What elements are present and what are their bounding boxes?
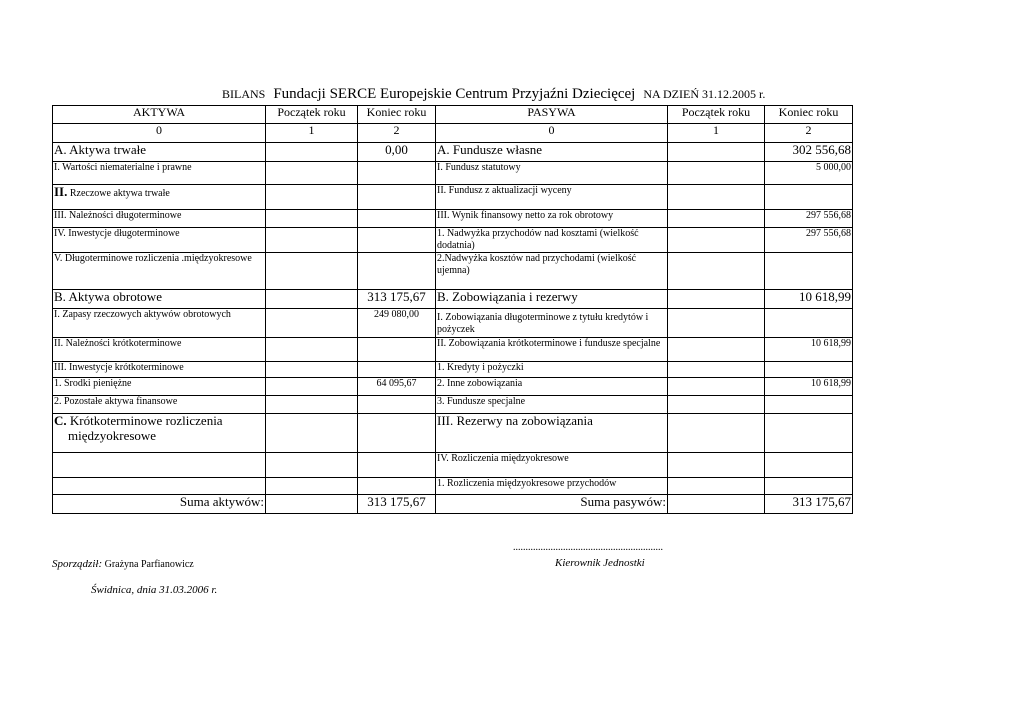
label-rozliczenia-przychodow: 1. Rozliczenia międzyokresowe przychodów xyxy=(436,478,668,495)
col-number: 2 xyxy=(765,124,853,143)
title-main: Fundacji SERCE Europejskie Centrum Przyjaźni Dziecięcej xyxy=(273,86,636,102)
label-rozliczenia-dlugo: V. Długoterminowe rozliczenia .międzyokresowe xyxy=(53,253,266,290)
label-rozliczenia-krotko-l2: międzyokresowe xyxy=(68,427,157,443)
table-row xyxy=(53,378,853,396)
prepared-by-label: Sporządził: xyxy=(52,558,103,570)
header-end-p: Koniec roku xyxy=(765,106,853,124)
label-zobowiazania-rezerwy: B. Zobowiązania i rezerwy xyxy=(436,290,668,309)
col-number: 1 xyxy=(266,124,358,143)
value-wynik: 297 556,68 xyxy=(765,210,853,228)
label-rozliczenia-krotko xyxy=(53,414,266,453)
label-zapasy: I. Zapasy rzeczowych aktywów obrotowych xyxy=(53,309,266,338)
value-suma-pasywow: 313 175,67 xyxy=(765,495,853,514)
manager-label: Kierownik Jednostki xyxy=(555,557,645,569)
header-end: Koniec roku xyxy=(358,106,436,124)
label-naleznosci-krotko: II. Należności krótkoterminowe xyxy=(53,338,266,362)
header-row xyxy=(53,106,853,124)
label-rozliczenia-miedzy: IV. Rozliczenia międzyokresowe xyxy=(436,453,668,478)
label-naleznosci-dlugo: III. Należności długoterminowe xyxy=(53,210,266,228)
label-inne-zobowiazania: 2. Inne zobowiązania xyxy=(436,378,668,396)
label-nadwyzka-kosztow: 2.Nadwyżka kosztów nad przychodami (wielkość ujemna) xyxy=(436,253,668,290)
table-row xyxy=(53,362,853,378)
header-start-p: Początek roku xyxy=(668,106,765,124)
label-rozliczenia-krotko-l1: Krótkoterminowe rozliczenia xyxy=(66,413,223,428)
label-wynik: III. Wynik finansowy netto za rok obrotowy xyxy=(436,210,668,228)
label-pozostale: 2. Pozostałe aktywa finansowe xyxy=(53,396,266,414)
label-fundusz-aktualizacji: II. Fundusz z aktualizacji wyceny xyxy=(436,185,668,210)
col-number: 1 xyxy=(668,124,765,143)
label-fundusze-wlasne: A. Fundusze własne xyxy=(436,143,668,162)
label-inwestycje-dlugo: IV. Inwestycje długoterminowe xyxy=(53,228,266,253)
header-aktywa: AKTYWA xyxy=(53,106,266,124)
header-pasywa: PASYWA xyxy=(436,106,668,124)
value-zobowiazania-krotko: 10 618,99 xyxy=(765,338,853,362)
label-wartosci: I. Wartości niematerialne i prawne xyxy=(53,162,266,185)
table-row xyxy=(53,290,853,309)
value-aktywa-obrotowe: 313 175,67 xyxy=(358,290,436,309)
label-fundusze-specjalne: 3. Fundusze specjalne xyxy=(436,396,668,414)
table-row xyxy=(53,338,853,362)
col-number: 0 xyxy=(53,124,266,143)
value-fundusz-statutowy: 5 000,00 xyxy=(765,162,853,185)
prepared-by-name: Grażyna Parfianowicz xyxy=(102,559,194,570)
label-rzeczowe-text: Rzeczowe aktywa trwałe xyxy=(67,188,170,199)
table-row xyxy=(53,210,853,228)
value-suma-aktywow: 313 175,67 xyxy=(358,495,436,514)
label-aktywa-trwale: A. Aktywa trwałe xyxy=(53,143,266,162)
signature-line: ............................................................ xyxy=(513,542,663,553)
table-row xyxy=(53,309,853,338)
value-fundusze-wlasne: 302 556,68 xyxy=(765,143,853,162)
table-row xyxy=(53,478,853,495)
label-inwestycje-krotko: III. Inwestycje krótkoterminowe xyxy=(53,362,266,378)
label-srodki: 1. Środki pieniężne xyxy=(53,378,266,396)
title-prefix: BILANS xyxy=(222,87,266,101)
number-row xyxy=(53,124,853,143)
value-inne-zobowiazania: 10 618,99 xyxy=(765,378,853,396)
label-nadwyzka-przychodow: 1. Nadwyżka przychodów nad kosztami (wielkość dodatnia) xyxy=(436,228,668,253)
label-rezerwy: III. Rezerwy na zobowiązania xyxy=(436,414,668,453)
value-nadwyzka-przychodow: 297 556,68 xyxy=(765,228,853,253)
label-fundusz-statutowy: I. Fundusz statutowy xyxy=(436,162,668,185)
place-date: Świdnica, dnia 31.03.2006 r. xyxy=(91,584,218,596)
value-zapasy: 249 080,00 xyxy=(358,309,436,338)
label-rozliczenia-krotko-num: C. xyxy=(54,413,67,428)
label-aktywa-obrotowe: B. Aktywa obrotowe xyxy=(53,290,266,309)
label-suma-pasywow: Suma pasywów: xyxy=(436,495,668,514)
table-row xyxy=(53,143,853,162)
label-rzeczowe xyxy=(53,185,266,210)
table-row xyxy=(53,453,853,478)
balance-table xyxy=(52,105,853,514)
table-row xyxy=(53,185,853,210)
table-row xyxy=(53,414,853,453)
col-number: 2 xyxy=(358,124,436,143)
header-start: Początek roku xyxy=(266,106,358,124)
value-zobowiazania-rezerwy: 10 618,99 xyxy=(765,290,853,309)
label-rzeczowe-num: II. xyxy=(54,184,68,199)
value-aktywa-trwale: 0,00 xyxy=(358,143,436,162)
prepared-by xyxy=(52,558,194,570)
label-suma-aktywow: Suma aktywów: xyxy=(53,495,266,514)
label-kredyty: 1. Kredyty i pożyczki xyxy=(436,362,668,378)
sum-row xyxy=(53,495,853,514)
label-zobowiazania-dlugo: I. Zobowiązania długoterminowe z tytułu kredytów i pożyczek xyxy=(436,309,668,338)
document-title xyxy=(222,85,822,105)
title-date: NA DZIEŃ 31.12.2005 r. xyxy=(643,87,766,101)
table-row xyxy=(53,162,853,185)
value-srodki: 64 095,67 xyxy=(358,378,436,396)
col-number: 0 xyxy=(436,124,668,143)
table-row xyxy=(53,396,853,414)
label-zobowiazania-krotko: II. Zobowiązania krótkoterminowe i fundusze specjalne xyxy=(436,338,668,362)
table-row xyxy=(53,253,853,290)
table-row xyxy=(53,228,853,253)
